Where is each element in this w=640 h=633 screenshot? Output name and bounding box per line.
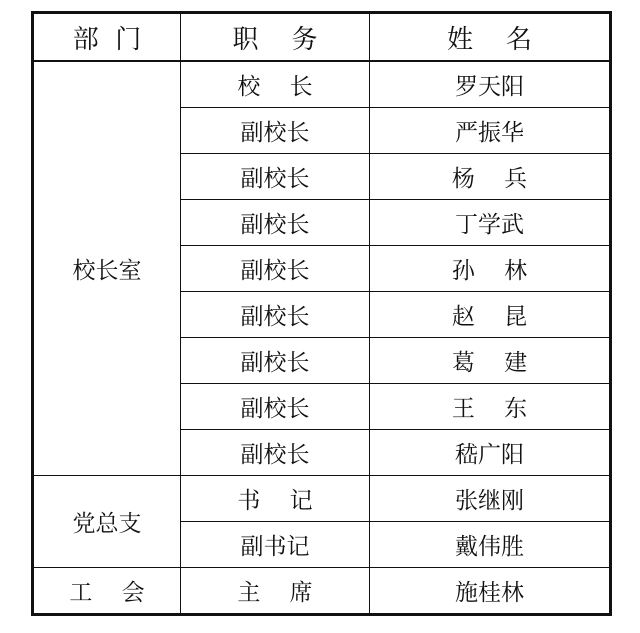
name-cell: 孙 林 xyxy=(370,246,611,292)
position-cell: 副校长 xyxy=(181,108,370,154)
staff-roster-table xyxy=(31,11,612,616)
table-row xyxy=(33,568,611,615)
position-cell: 副校长 xyxy=(181,384,370,430)
header-row xyxy=(33,13,611,62)
position-cell: 副校长 xyxy=(181,246,370,292)
position-cell: 书 记 xyxy=(181,476,370,522)
name-cell: 葛 建 xyxy=(370,338,611,384)
position-cell: 主 席 xyxy=(181,568,370,615)
name-cell: 戴伟胜 xyxy=(370,522,611,568)
position-cell: 副校长 xyxy=(181,430,370,476)
name-cell: 赵 昆 xyxy=(370,292,611,338)
position-cell: 副校长 xyxy=(181,154,370,200)
position-cell: 副校长 xyxy=(181,200,370,246)
department-cell-principal-office: 校长室 xyxy=(33,61,181,476)
header-position: 职 务 xyxy=(181,13,370,62)
header-department: 部 门 xyxy=(33,13,181,62)
name-cell: 严振华 xyxy=(370,108,611,154)
table-row xyxy=(33,476,611,522)
name-cell: 张继刚 xyxy=(370,476,611,522)
name-cell: 嵇广阳 xyxy=(370,430,611,476)
position-cell: 副校长 xyxy=(181,292,370,338)
position-cell: 副书记 xyxy=(181,522,370,568)
department-cell-labor-union: 工 会 xyxy=(33,568,181,615)
name-cell: 王 东 xyxy=(370,384,611,430)
header-name: 姓 名 xyxy=(370,13,611,62)
name-cell: 丁学武 xyxy=(370,200,611,246)
department-cell-party-branch: 党总支 xyxy=(33,476,181,568)
name-cell: 罗天阳 xyxy=(370,61,611,108)
name-cell: 施桂林 xyxy=(370,568,611,615)
position-cell: 副校长 xyxy=(181,338,370,384)
name-cell: 杨 兵 xyxy=(370,154,611,200)
position-cell: 校 长 xyxy=(181,61,370,108)
table-row xyxy=(33,61,611,108)
